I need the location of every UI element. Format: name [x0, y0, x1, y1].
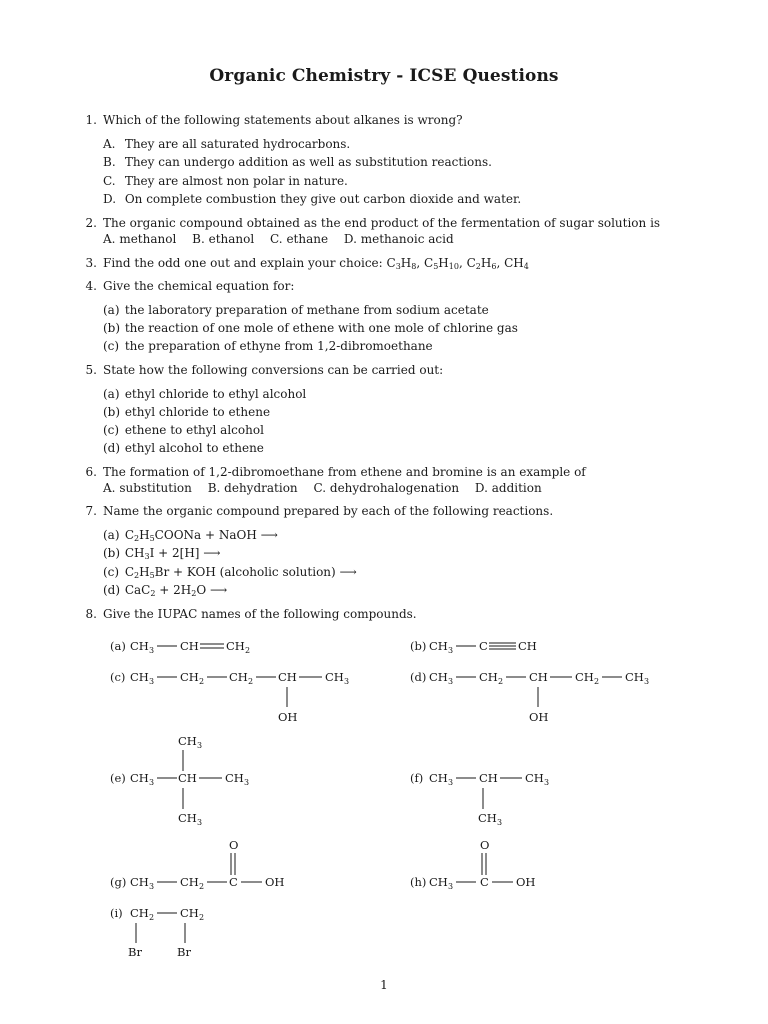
svg-text:2: 2: [199, 913, 205, 922]
svg-text:3: 3: [497, 818, 503, 827]
question-text: The organic compound obtained as the end product of the fermentation of sugar solution is: [103, 216, 661, 230]
structure-c: [110, 670, 349, 724]
svg-text:3: 3: [197, 818, 203, 827]
svg-text:3: 3: [197, 741, 203, 750]
option: (b) the reaction of one mole of ethene with one mole of chlorine gas: [103, 321, 518, 335]
svg-text:CH: CH: [478, 811, 497, 825]
structure-e: [110, 734, 249, 827]
svg-text:2: 2: [245, 646, 251, 655]
svg-text:CH: CH: [278, 670, 297, 684]
svg-text:3: 3: [644, 677, 650, 686]
inline-options: A. substitution B. dehydration C. dehydrohalogenation D. addition: [103, 481, 542, 495]
svg-text:CH: CH: [525, 771, 544, 785]
svg-text:CH: CH: [529, 670, 548, 684]
svg-text:2: 2: [498, 677, 504, 686]
option: (b) $CH_3I + 2[H]$ ⟶: [103, 546, 221, 561]
page-number: 1: [380, 978, 388, 992]
question-number: 6.: [85, 465, 97, 479]
svg-text:2: 2: [199, 677, 205, 686]
option: A. They are all saturated hydrocarbons.: [103, 137, 351, 151]
svg-text:OH: OH: [278, 710, 298, 724]
option: (c) the preparation of ethyne from 1,2-dibromoethane: [103, 339, 433, 353]
question-number: 3.: [85, 256, 97, 270]
svg-text:(g): (g): [110, 875, 127, 889]
svg-text:CH: CH: [130, 670, 149, 684]
question-number: 5.: [85, 363, 97, 377]
svg-text:3: 3: [149, 778, 155, 787]
svg-text:OH: OH: [516, 875, 536, 889]
svg-text:CH: CH: [229, 670, 248, 684]
question-number: 2.: [85, 216, 97, 230]
svg-text:CH: CH: [180, 875, 199, 889]
svg-text:CH: CH: [225, 771, 244, 785]
svg-text:CH: CH: [178, 811, 197, 825]
svg-text:CH: CH: [130, 875, 149, 889]
svg-text:2: 2: [248, 677, 254, 686]
option: (b) ethyl chloride to ethene: [103, 405, 271, 419]
svg-text:CH: CH: [178, 771, 197, 785]
svg-text:CH: CH: [178, 734, 197, 748]
svg-text:C: C: [479, 639, 488, 653]
structure-d: [410, 670, 649, 724]
question-number: 1.: [85, 113, 97, 127]
svg-text:OH: OH: [265, 875, 285, 889]
structure-a: [110, 639, 250, 655]
option: (d) $CaC_2 + 2H_2O$ ⟶: [103, 583, 228, 598]
svg-text:(a): (a): [110, 639, 126, 653]
svg-text:3: 3: [448, 882, 454, 891]
svg-text:OH: OH: [529, 710, 549, 724]
svg-text:2: 2: [594, 677, 600, 686]
question-text: State how the following conversions can be carried out:: [103, 363, 444, 377]
option: (a) ethyl chloride to ethyl alcohol: [103, 387, 307, 401]
svg-text:CH: CH: [575, 670, 594, 684]
svg-text:3: 3: [448, 778, 454, 787]
svg-text:CH: CH: [325, 670, 344, 684]
svg-text:(c): (c): [110, 670, 126, 684]
svg-text:(f): (f): [410, 771, 424, 785]
svg-text:Br: Br: [177, 945, 191, 959]
svg-text:CH: CH: [130, 639, 149, 653]
svg-text:(b): (b): [410, 639, 427, 653]
svg-text:2: 2: [149, 913, 155, 922]
question-text: The formation of 1,2-dibromoethane from ethene and bromine is an example of: [103, 465, 586, 479]
question-text: Name the organic compound prepared by each of the following reactions.: [103, 504, 554, 518]
structure-f: [410, 771, 549, 827]
svg-text:C: C: [480, 875, 489, 889]
svg-text:Br: Br: [128, 945, 142, 959]
question-text: Give the chemical equation for:: [103, 279, 295, 293]
svg-text:CH: CH: [180, 906, 199, 920]
svg-text:3: 3: [244, 778, 250, 787]
svg-text:CH: CH: [429, 639, 448, 653]
svg-text:(d): (d): [410, 670, 427, 684]
svg-text:CH: CH: [429, 771, 448, 785]
svg-text:CH: CH: [130, 906, 149, 920]
svg-text:CH: CH: [180, 670, 199, 684]
option: D. On complete combustion they give out carbon dioxide and water.: [103, 192, 522, 206]
svg-text:CH: CH: [479, 670, 498, 684]
question-number: 7.: [85, 504, 97, 518]
svg-text:3: 3: [544, 778, 550, 787]
svg-text:(i): (i): [110, 906, 123, 920]
structure-b: [410, 639, 537, 655]
svg-text:3: 3: [149, 646, 155, 655]
svg-text:O: O: [480, 838, 490, 852]
svg-text:CH: CH: [130, 771, 149, 785]
svg-text:CH: CH: [518, 639, 537, 653]
svg-text:3: 3: [149, 677, 155, 686]
option: (a) the laboratory preparation of methane from sodium acetate: [103, 303, 489, 317]
question-text: Find the odd one out and explain your choice: $C_3H_8$, $C_5H_{10}$, $C_2H_6$, $CH_4$: [103, 256, 529, 271]
svg-text:CH: CH: [429, 670, 448, 684]
option: (c) ethene to ethyl alcohol: [103, 423, 264, 437]
page-title: Organic Chemistry - ICSE Questions: [209, 66, 559, 86]
question-number: 8.: [85, 607, 97, 621]
svg-text:CH: CH: [180, 639, 199, 653]
option: B. They can undergo addition as well as substitution reactions.: [103, 155, 492, 169]
svg-text:2: 2: [199, 882, 205, 891]
inline-options: A. methanol B. ethanol C. ethane D. methanoic acid: [103, 232, 454, 246]
option: (c) $C_2H_5Br$ + KOH (alcoholic solution) ⟶: [103, 565, 357, 580]
structure-i: [110, 906, 204, 959]
structure-h: [410, 838, 535, 891]
svg-text:3: 3: [149, 882, 155, 891]
question-number: 4.: [85, 279, 97, 293]
svg-text:CH: CH: [226, 639, 245, 653]
svg-text:C: C: [229, 875, 238, 889]
structure-g: [110, 838, 284, 891]
svg-text:3: 3: [448, 677, 454, 686]
svg-text:(h): (h): [410, 875, 427, 889]
svg-text:(e): (e): [110, 771, 126, 785]
option: (a) $C_2H_5COONa$ + NaOH ⟶: [103, 528, 278, 543]
svg-text:CH: CH: [429, 875, 448, 889]
option: C. They are almost non polar in nature.: [103, 174, 348, 188]
option: (d) ethyl alcohol to ethene: [103, 441, 264, 455]
svg-text:O: O: [229, 838, 239, 852]
svg-text:CH: CH: [625, 670, 644, 684]
question-text: Which of the following statements about alkanes is wrong?: [103, 113, 463, 127]
svg-text:3: 3: [448, 646, 454, 655]
question-text: Give the IUPAC names of the following compounds.: [103, 607, 417, 621]
svg-text:3: 3: [344, 677, 350, 686]
svg-text:CH: CH: [479, 771, 498, 785]
